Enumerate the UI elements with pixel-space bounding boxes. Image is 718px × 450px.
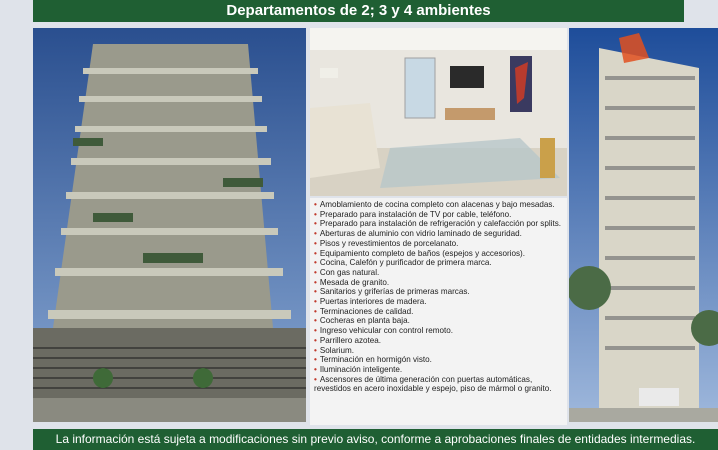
feature-item — [314, 316, 567, 326]
feature-text: Preparado para instalación de refrigeración y calefacción por splits. — [319, 219, 561, 229]
feature-item — [314, 326, 567, 336]
bullet-icon: • — [314, 258, 317, 268]
footer-disclaimer — [33, 429, 718, 450]
feature-item — [314, 200, 567, 210]
bullet-icon: • — [314, 345, 317, 355]
feature-item — [314, 210, 567, 220]
feature-text: Ascensores de última generación con puertas automáticas, — [319, 374, 533, 384]
bullet-icon: • — [314, 316, 317, 326]
feature-item — [314, 287, 567, 297]
bullet-icon: • — [314, 335, 317, 345]
bullet-icon: • — [314, 267, 317, 277]
feature-item — [314, 258, 567, 268]
feature-text: Amoblamiento de cocina completo con alacenas y bajo mesadas. — [319, 200, 555, 209]
feature-text: Cocheras en planta baja. — [319, 316, 410, 326]
feature-text: Terminaciones de calidad. — [319, 306, 414, 316]
feature-item — [314, 336, 567, 346]
header-title: Departamentos de 2; 3 y 4 ambientes — [226, 2, 491, 19]
bullet-icon: • — [314, 238, 317, 248]
feature-item — [314, 355, 567, 365]
feature-text: Parrillero azotea. — [319, 335, 382, 345]
feature-item — [314, 229, 567, 239]
feature-text: revestidos en acero inoxidable y espejo, piso de mármol o granito. — [314, 384, 552, 394]
bullet-icon: • — [314, 364, 317, 374]
bullet-icon: • — [314, 219, 317, 229]
feature-item — [314, 249, 567, 259]
building-render-front — [33, 28, 306, 422]
feature-item — [314, 375, 567, 385]
feature-text: Cocina, Calefón y purificador de primera marca. — [319, 258, 492, 268]
feature-text: Equipamiento completo de baños (espejos y accesorios). — [319, 248, 525, 258]
bullet-icon: • — [314, 306, 317, 316]
feature-item — [314, 278, 567, 288]
bullet-icon: • — [314, 297, 317, 307]
feature-item — [314, 384, 567, 394]
feature-text: Solarium. — [319, 345, 355, 355]
header-banner — [33, 0, 684, 22]
feature-item — [314, 268, 567, 278]
feature-item — [314, 297, 567, 307]
bullet-icon: • — [314, 209, 317, 219]
feature-item — [314, 307, 567, 317]
feature-item — [314, 346, 567, 356]
bullet-icon: • — [314, 248, 317, 258]
feature-item — [314, 219, 567, 229]
bullet-icon: • — [314, 326, 317, 336]
feature-text: Preparado para instalación de TV por cable, teléfono. — [319, 209, 512, 219]
feature-text: Con gas natural. — [319, 267, 380, 277]
feature-text: Pisos y revestimientos de porcelanato. — [319, 238, 459, 248]
feature-text: Mesada de granito. — [319, 277, 390, 287]
bullet-icon: • — [314, 200, 317, 209]
feature-text: Ingreso vehicular con control remoto. — [319, 326, 454, 336]
feature-text: Puertas interiores de madera. — [319, 297, 427, 307]
feature-text: Sanitarios y griferías de primeras marcas. — [319, 287, 470, 297]
bullet-icon: • — [314, 374, 317, 384]
bullet-icon: • — [314, 277, 317, 287]
feature-text: Terminación en hormigón visto. — [319, 355, 432, 365]
bullet-icon: • — [314, 287, 317, 297]
bullet-icon: • — [314, 229, 317, 239]
feature-item — [314, 239, 567, 249]
footer-text: La información está sujeta a modificaciones sin previo aviso, conforme a aprobaciones finales de entidades intermedias. — [55, 432, 696, 446]
features-list — [310, 198, 567, 425]
feature-text: Aberturas de aluminio con vidrio laminado de seguridad. — [319, 229, 522, 239]
building-render-side — [569, 28, 718, 422]
feature-text: Iluminación inteligente. — [319, 364, 403, 374]
bullet-icon: • — [314, 355, 317, 365]
feature-item — [314, 365, 567, 375]
interior-living-room-render — [310, 28, 567, 196]
